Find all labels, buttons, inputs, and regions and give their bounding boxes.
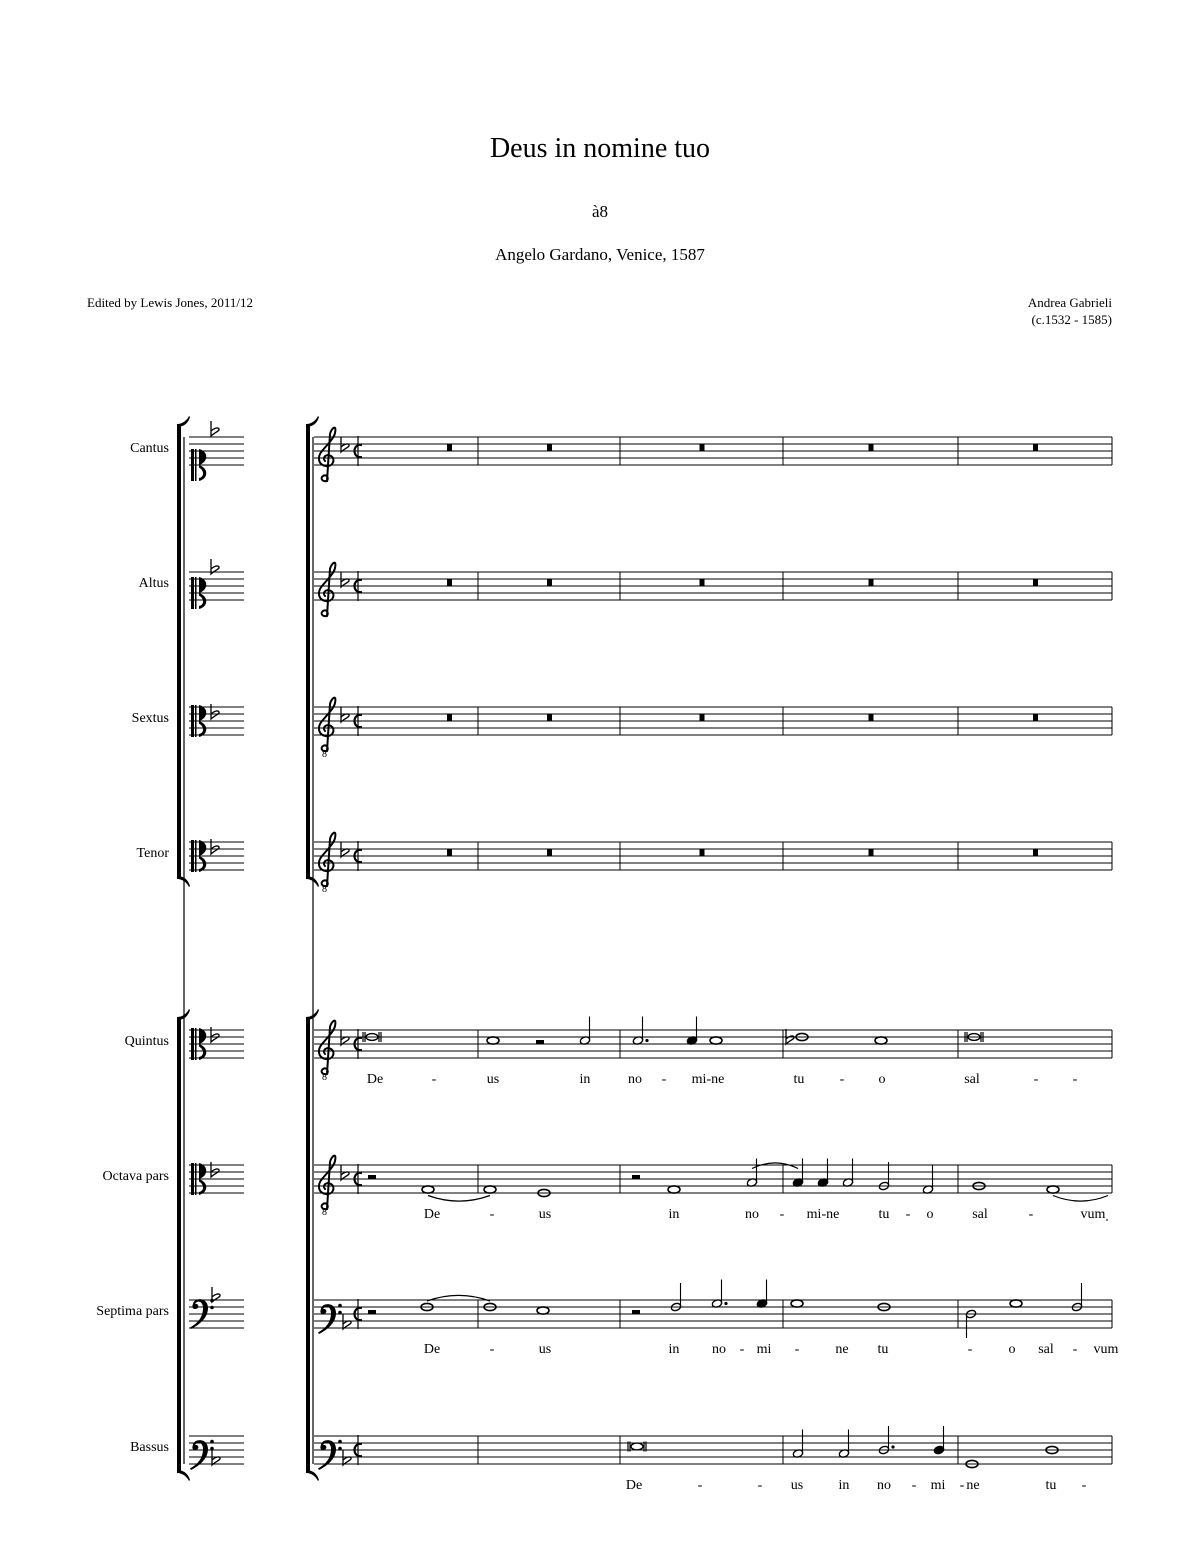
measure-rest	[447, 579, 452, 586]
bracket-bar	[306, 424, 310, 879]
incipit-flat-icon	[211, 839, 219, 854]
lyric-syllable: vum	[1093, 1342, 1119, 1357]
incipit-flat-icon	[211, 1027, 219, 1042]
octave-marker: 8	[322, 884, 327, 895]
measure-rest	[1033, 714, 1038, 721]
treble-clef-icon	[319, 1156, 335, 1210]
measure-rest	[700, 579, 705, 586]
lyric-syllable: mi	[756, 1342, 772, 1357]
lyric-syllable: mi-ne	[691, 1072, 725, 1087]
lyric-syllable: in	[668, 1342, 680, 1357]
whole-note	[487, 1037, 499, 1044]
whole-note	[537, 1307, 549, 1314]
measure-rest	[700, 444, 705, 451]
treble-clef-icon	[319, 428, 335, 482]
lyric-syllable: o	[926, 1207, 934, 1222]
lyric-syllable: ne	[835, 1342, 849, 1357]
lyric-syllable: -	[697, 1478, 703, 1493]
lyric-syllable: tu	[793, 1072, 805, 1087]
lyric-syllable: -	[1072, 1342, 1078, 1357]
lyric-syllable: no	[745, 1207, 759, 1222]
octave-marker: 8	[322, 749, 327, 760]
measure-rest	[447, 444, 452, 451]
part-label-bassus: Bassus	[130, 1440, 169, 1455]
lyric-syllable: -	[1072, 1072, 1078, 1087]
tie-curve	[428, 1196, 490, 1202]
incipit-flat-icon	[211, 1162, 219, 1177]
lyric-syllable: -	[661, 1072, 667, 1087]
lyric-syllable: -	[1028, 1207, 1034, 1222]
treble-clef-icon	[319, 1021, 335, 1075]
bracket-top	[306, 416, 319, 427]
half-rest	[368, 1310, 376, 1314]
whole-note	[791, 1300, 803, 1307]
lyric-syllable: -	[839, 1072, 845, 1087]
composer-dates: (c.1532 - 1585)	[1031, 312, 1112, 327]
lyric-syllable: in	[579, 1072, 591, 1087]
lyric-syllable: De	[625, 1478, 643, 1493]
lyric-syllable: -	[959, 1478, 965, 1493]
lyric-syllable: us	[538, 1207, 552, 1222]
part-label-septima-pars: Septima pars	[96, 1304, 169, 1319]
measure-rest	[447, 714, 452, 721]
bracket-top	[177, 416, 190, 427]
lyric-syllable: us	[790, 1478, 804, 1493]
measure-rest	[547, 579, 552, 586]
lyric-syllable: vum	[1080, 1207, 1106, 1222]
bracket-bottom	[177, 1470, 190, 1481]
treble-clef-icon	[319, 698, 335, 752]
part-label-cantus: Cantus	[130, 441, 169, 456]
part-label-sextus: Sextus	[131, 711, 169, 726]
publication-source: Angelo Gardano, Venice, 1587	[495, 245, 705, 264]
piece-title: Deus in nomine tuo	[489, 133, 711, 164]
lyric-syllable: no	[712, 1342, 726, 1357]
lyric-syllable: De	[423, 1342, 441, 1357]
measure-rest	[869, 849, 874, 856]
augmentation-dot	[891, 1445, 894, 1448]
lyric-syllable: o	[1008, 1342, 1016, 1357]
incipit-flat-icon	[211, 704, 219, 719]
tie-curve	[752, 1163, 798, 1169]
lyric-syllable: -	[911, 1478, 917, 1493]
bracket-bar	[177, 424, 181, 879]
lyric-syllable: sal	[1038, 1342, 1054, 1357]
lyric-syllable: -	[739, 1342, 745, 1357]
whole-note	[1010, 1300, 1022, 1307]
voicing-subtitle: à8	[591, 202, 609, 221]
lyric-syllable: -	[1081, 1478, 1087, 1493]
bass-clef-icon	[318, 1440, 342, 1470]
lyric-syllable: ne	[966, 1478, 980, 1493]
lyric-syllable: sal	[964, 1072, 980, 1087]
composer-name: Andrea Gabrieli	[1027, 295, 1112, 310]
measure-rest	[869, 714, 874, 721]
half-rest	[632, 1310, 640, 1314]
staff-4	[189, 833, 1112, 895]
lyric-syllable: tu	[877, 1342, 889, 1357]
lyric-syllable: tu	[1045, 1478, 1057, 1493]
bracket-bottom	[306, 1470, 319, 1481]
measure-rest	[447, 849, 452, 856]
lyric-syllable: -	[757, 1478, 763, 1493]
whole-note	[422, 1186, 434, 1193]
lyric-syllable: -	[967, 1342, 973, 1357]
bass-clef-icon	[318, 1304, 342, 1334]
part-label-tenor: Tenor	[136, 846, 169, 861]
measure-rest	[547, 849, 552, 856]
lyric-syllable: o	[878, 1072, 886, 1087]
lyric-syllable: De	[366, 1072, 384, 1087]
half-rest	[536, 1040, 544, 1044]
lyric-syllable: us	[486, 1072, 500, 1087]
measure-rest	[700, 849, 705, 856]
measure-rest	[547, 444, 552, 451]
lyric-syllable: -	[905, 1207, 911, 1222]
bracket-bar	[177, 1017, 181, 1473]
lyric-syllable: us	[538, 1342, 552, 1357]
staff-3	[189, 698, 1112, 760]
treble-clef-icon	[319, 833, 335, 887]
staff-8	[189, 1435, 1112, 1470]
whole-note	[1047, 1186, 1059, 1193]
lyric-syllable: -	[431, 1072, 437, 1087]
treble-clef-icon	[319, 563, 335, 617]
half-rest	[368, 1175, 376, 1179]
lyric-syllable: -	[779, 1207, 785, 1222]
measure-rest	[1033, 444, 1038, 451]
part-label-altus: Altus	[138, 576, 169, 591]
lyric-syllable: mi	[930, 1478, 946, 1493]
octave-marker: 8	[322, 1072, 327, 1083]
lyric-syllable: tu	[878, 1207, 890, 1222]
whole-note	[875, 1037, 887, 1044]
staff-1	[189, 421, 1112, 481]
notes-layer	[363, 444, 1119, 1493]
whole-note	[484, 1186, 496, 1193]
incipit-flat-icon	[211, 421, 219, 436]
lyric-syllable: -	[489, 1342, 495, 1357]
lyric-syllable: in	[838, 1478, 850, 1493]
augmentation-dot	[724, 1302, 727, 1305]
incipit-f-clef-icon	[190, 1440, 214, 1470]
lyric-syllable: -	[794, 1342, 800, 1357]
tie-curve	[1053, 1196, 1108, 1202]
lyric-syllable: De	[423, 1207, 441, 1222]
lyric-syllable: no	[877, 1478, 891, 1493]
half-rest	[632, 1175, 640, 1179]
measure-rest	[869, 579, 874, 586]
part-label-octava-pars: Octava pars	[102, 1169, 169, 1184]
breve-note	[631, 1443, 643, 1450]
lyric-syllable: -	[1033, 1072, 1039, 1087]
whole-note	[668, 1186, 680, 1193]
lyric-syllable: mi-ne	[806, 1207, 840, 1222]
staff-2	[189, 559, 1112, 616]
measure-rest	[700, 714, 705, 721]
measure-rest	[547, 714, 552, 721]
measure-rest	[869, 444, 874, 451]
measure-rest	[1033, 849, 1038, 856]
measure-rest	[1033, 579, 1038, 586]
augmentation-dot	[645, 1039, 648, 1042]
whole-note	[710, 1037, 722, 1044]
lyric-syllable: in	[668, 1207, 680, 1222]
editor-credit: Edited by Lewis Jones, 2011/12	[87, 295, 253, 310]
octave-marker: 8	[322, 1207, 327, 1218]
lyric-syllable: no	[628, 1072, 642, 1087]
lyric-syllable: -	[489, 1207, 495, 1222]
part-label-quintus: Quintus	[124, 1034, 169, 1049]
bracket-bar	[306, 1017, 310, 1473]
lyric-syllable: sal	[972, 1207, 988, 1222]
